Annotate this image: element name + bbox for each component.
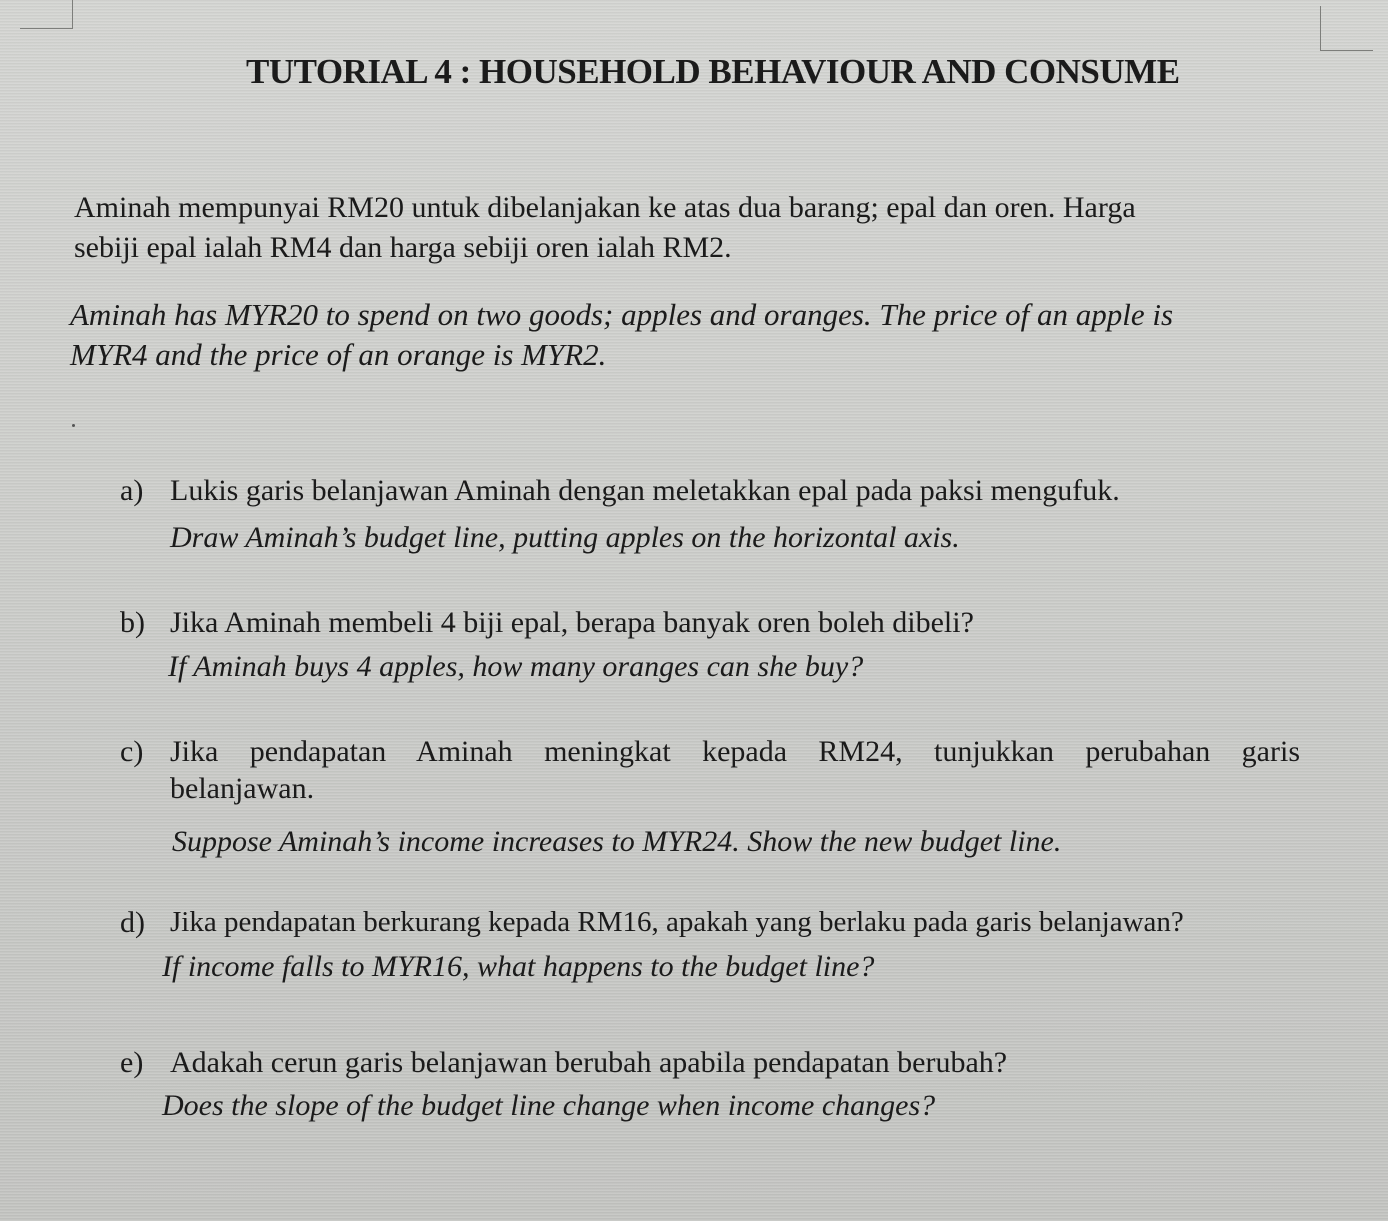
document-title: TUTORIAL 4 : HOUSEHOLD BEHAVIOUR AND CONSUME [246, 52, 1180, 91]
intro-english [70, 295, 1173, 375]
intro-english-line: Aminah has MYR20 to spend on two goods; apples and oranges. The price of an apple is [70, 297, 1174, 332]
question-malay-continued: belanjawan. [170, 772, 315, 805]
intro-malay-line: sebiji epal ialah RM4 dan harga sebiji oren ialah RM2. [74, 231, 732, 264]
question-malay: Jika Aminah membeli 4 biji epal, berapa banyak oren boleh dibeli? [170, 606, 974, 639]
question-malay: Lukis garis belanjawan Aminah dengan meletakkan epal pada paksi mengufuk. [170, 474, 1120, 507]
question-label: b) [120, 606, 145, 639]
intro-english-line: MYR4 and the price of an orange is MYR2. [70, 337, 607, 372]
question-english: If income falls to MYR16, what happens to the budget line? [162, 950, 875, 983]
question-label: e) [120, 1046, 144, 1079]
question-english: Draw Aminah’s budget line, putting apples on the horizontal axis. [170, 521, 960, 554]
question-label: d) [120, 906, 145, 939]
question-label: c) [120, 735, 144, 768]
question-label: a) [120, 474, 144, 507]
stray-mark [72, 424, 75, 427]
question-malay: Jika pendapatan Aminah meningkat kepada RM24, tunjukkan perubahan garis [170, 735, 1300, 768]
page-corner-top-right [1320, 6, 1373, 51]
question-english: If Aminah buys 4 apples, how many oranges can she buy? [168, 650, 864, 683]
intro-malay-line: Aminah mempunyai RM20 untuk dibelanjakan ke atas dua barang; epal dan oren. Harga [74, 191, 1136, 224]
question-english: Suppose Aminah’s income increases to MYR24. Show the new budget line. [172, 825, 1062, 858]
page-corner-top-left [20, 0, 73, 29]
question-english: Does the slope of the budget line change when income changes? [162, 1089, 936, 1122]
intro-malay [74, 188, 1136, 268]
question-malay: Jika pendapatan berkurang kepada RM16, apakah yang berlaku pada garis belanjawan? [170, 906, 1184, 938]
question-malay: Adakah cerun garis belanjawan berubah apabila pendapatan berubah? [170, 1046, 1008, 1079]
